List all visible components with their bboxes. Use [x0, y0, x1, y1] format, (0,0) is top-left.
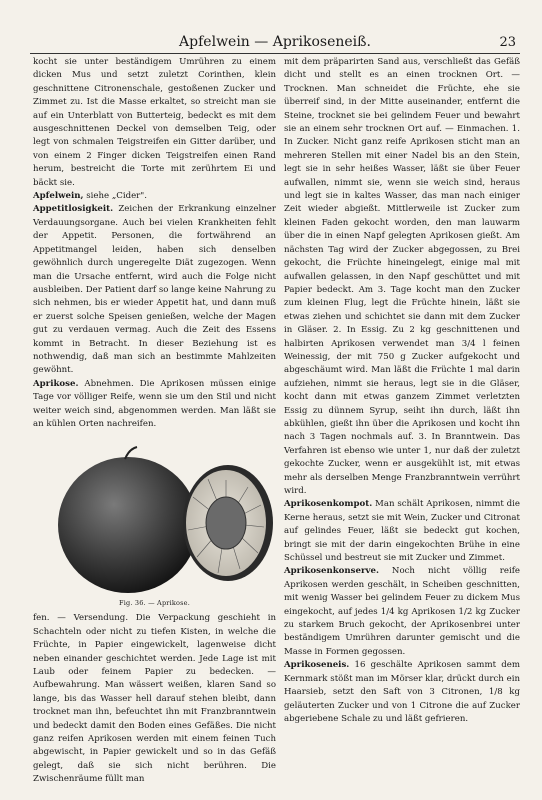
left-column	[33, 56, 276, 787]
entry-appetitlosigkeit	[33, 203, 276, 377]
entry-text: Die Aprikosen müssen einige Tage vor völliger Reife, wenn sie um den Stil und nicht weiter weich sind, abgenommen werden. Man läßt sie an kühlen Orten nachreifen.	[33, 378, 276, 429]
apricot-stone	[206, 497, 246, 549]
running-header	[30, 30, 520, 54]
entry-heading: Apfelwein,	[33, 191, 84, 202]
entry-aprikoseneis	[284, 659, 520, 726]
paragraph: mit dem präparirten Sand aus, verschließt das Gefäß dicht und stellt es an einen trocknen Ort. — Trocknen. Man schneidet die Früchte, ehe sie überreif sind, in der Mitte auseinander, entfernt die Steine, trocknet sie bei gelindem Feuer und bewahrt sie an einem sehr trocknen Ort auf. — Einmachen. 1. In Zucker. Nicht ganz reife Aprikosen sticht man an mehreren Stellen mit einer Nadel bis an den Stein, legt sie in sehr heißes Wasser, läßt sie über Feuer aufwallen, nimmt sie, wenn sie weich sind, heraus und legt sie in kaltes Wasser, das man nach einiger Zeit wieder abgießt. Mittlerweile ist Zucker zum kleinen Faden gekocht worden, den man lauwarm über die in einen Napf gelegten Aprikosen gießt. Am nächsten Tag wird der Zucker abgegossen, zu Brei gekocht, die Früchte hineingelegt, einige mal mit aufwallen gelassen, in den Napf geschüttet und mit Papier bedeckt. Am 3. Tage kocht man den Zucker zum kleinen Flug, legt die Früchte hinein, läßt sie etwas ziehen und schichtet sie dann mit dem Zucker in Gläser. 2. In Essig. Zu 2 kg geschnittenen und halbirten Aprikosen verwendet man 3/4 l feinen Weinessig, der mit 750 g Zucker aufgekocht und abgeschäumt wird. Man läßt die Früchte 1 mal darin aufziehen, nimmt sie heraus, legt sie in die Gläser, kocht dann mit etwas ganzem Zimmet verletzten Essig zu dünnem Syrup, seiht ihn durch, läßt ihn abkühlen, gießt ihn über die Aprikosen und kocht ihn nach 3 Tagen nochmals auf. 3. In Branntwein. Das Verfahren ist ebenso wie unter 1, nur daß der zuletzt gekochte Zucker, wenn er ausgekühlt ist, mit etwas mehr als derselben Menge Franzbranntwein verrührt wird.	[284, 57, 520, 496]
right-column	[284, 56, 520, 726]
whole-apricot	[58, 457, 198, 593]
entry-heading: Aprikosenkompot.	[284, 499, 373, 510]
figure-apricot	[33, 435, 276, 610]
paragraph: kocht sie unter beständigem Umrühren zu einem dicken Mus und setzt zuletzt Corinthen, klein geschnittene Citronenschale, gestoßenen Zucker und Zimmet zu. Ist die Masse erkaltet, so streicht man sie auf ein Unterblatt von Butterteig, bedeckt es mit dem ausgeschnittenen Deckel von demselben Teig, oder legt von schmalen Teigstreifen ein Gitter darüber, und von einem 2 Finger dicken Teigstreifen einen Rand herum, bestreicht die Torte mit zerührtem Ei und bäckt sie.	[33, 57, 276, 188]
figure-caption: Fig. 36. — Aprikose.	[119, 598, 190, 607]
entry-text: Man schält Aprikosen, nimmt die Kerne heraus, setzt sie mit Wein, Zucker und Citronat auf gelindes Feuer, läßt sie bedeckt gut kochen, bringt sie mit der darin eingekochten Brühe in eine Schüssel und bestreut sie mit Zucker und Zimmet.	[284, 499, 520, 564]
entry-text: siehe „Cider".	[83, 191, 147, 202]
entry-heading: Aprikose.	[33, 378, 79, 389]
header-title: Apfelwein — Aprikoseneiß.	[179, 34, 371, 50]
entry-heading: Aprikosenkonserve.	[284, 566, 379, 577]
entry-aprikosenkompot	[284, 498, 520, 565]
entry-text: Noch nicht völlig reife Aprikosen werden geschält, in Scheiben geschnitten, mit wenig Wasser bei gelindem Feuer zu dickem Mus eingekocht, auf jedes 1/4 kg Aprikosen 1/2 kg Zucker zu starkem Bruch gekocht, der Aprikosenbrei unter beständigem Umrühren darunter gemischt und die Masse in Formen gegossen.	[284, 566, 520, 657]
entry-heading: Aprikoseneis.	[284, 660, 350, 671]
entry-heading: Appetitlosigkeit.	[33, 204, 114, 215]
page-number: 23	[499, 35, 516, 50]
entry-aprikose	[33, 378, 276, 432]
entry-text: 16 geschälte Aprikosen sammt dem Kernmark stößt man im Mörser klar, drückt durch ein Haarsieb, setzt den Saft von 3 Citronen, 1/8 kg geläuterten Zucker und von 1 Citrone die auf Zucker abgeriebene Schale zu und läßt gefrieren.	[284, 660, 520, 724]
entry-text: Zeichen der Erkrankung einzelner Verdauungsorgane. Auch bei vielen Krankheiten fehlt der Appetit. Personen, die fortwährend an Appetitmangel leiden, haben sich denselben gewöhnlich durch ungeregelte Diät zugezogen. Wenn man die Ursache entfernt, wird auch die Folge nicht ausbleiben. Der Patient darf so lange keine Nahrung zu sich nehmen, bis er wieder Appetit hat, und dann muß er zuerst solche Speisen genießen, welche der Magen gut zu verdauen vermag. Auch die Zeit des Essens kommt in Betracht. In dieser Beziehung ist es nothwendig, daß man sich an bestimmte Mahlzeiten gewöhnt.	[33, 204, 276, 376]
entry-apfelwein	[33, 190, 276, 203]
apricot-illustration	[33, 435, 276, 600]
subheading: Abnehmen.	[78, 378, 134, 389]
entry-aprikosenkonserve	[284, 565, 520, 659]
paragraph: fen. — Versendung. Die Verpackung geschieht in Schachteln oder nicht zu tiefen Kisten, in welche die Früchte, in Papier eingewickelt, lagenweise dicht neben einander geschichtet werden. Jede Lage ist mit Laub oder feinem Papier zu bedecken. — Aufbewahrung. Man wässert weißen, klaren Sand so lange, bis das Wasser hell darauf stehen bleibt, dann trocknet man ihn, befeuchtet ihn mit Franzbranntwein und bedeckt damit den Boden eines Gefäßes. Die nicht ganz reifen Aprikosen werden mit einem feinen Tuch abgewischt, in Papier gewickelt und so in das Gefäß gelegt, daß sie sich nicht berühren. Die Zwischenräume füllt man	[33, 613, 276, 785]
